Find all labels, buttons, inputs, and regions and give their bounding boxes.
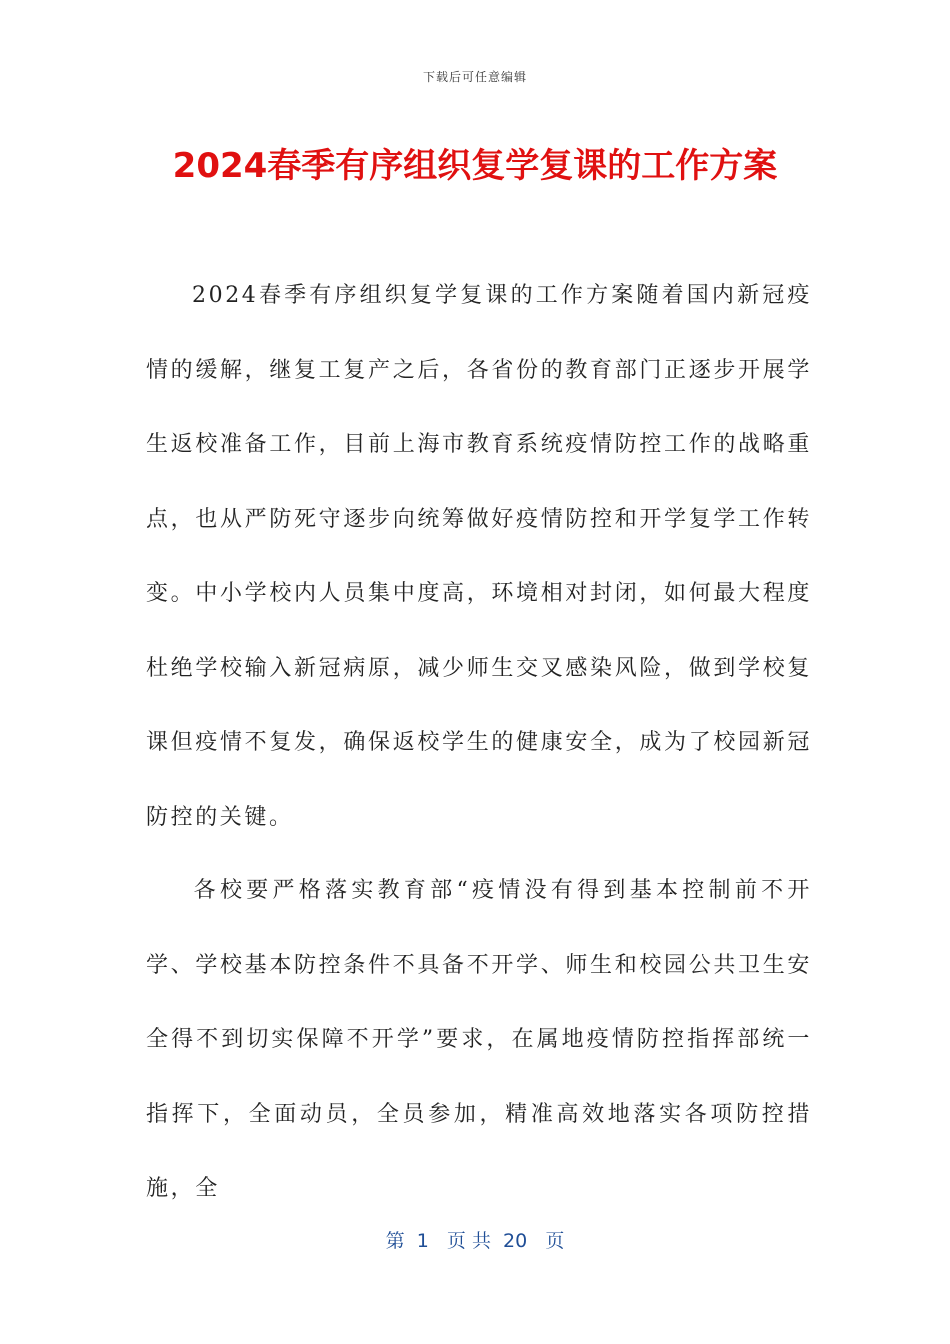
header-note: 下载后可任意编辑 [422, 70, 527, 84]
paragraph-1 [146, 259, 812, 855]
paragraph-2 [146, 854, 812, 1227]
paragraph-2-text: 各校要严格落实教育部“疫情没有得到基本控制前不开学、学校基本防控条件不具备不开学、师生和校园公共卫生安全得不到切实保障不开学”要求，在属地疫情防控指挥部统一指挥下，全面动员，全员参加，精准高效地落实各项防控措施，全 [146, 878, 812, 1201]
paragraph-1-text: 2024春季有序组织复学复课的工作方案随着国内新冠疫情的缓解，继复工复产之后，各省份的教育部门正逐步开展学生返校准备工作，目前上海市教育系统疫情防控工作的战略重点，也从严防死守逐步向统筹做好疫情防控和开学复学工作转变。中小学校内人员集中度高，环境相对封闭，如何最大程度杜绝学校输入新冠病原，减少师生交叉感染风险，做到学校复课但疫情不复发，确保返校学生的健康安全，成为了校园新冠防控的关键。 [146, 283, 812, 830]
document-title: 2024春季有序组织复学复课的工作方案 [172, 146, 778, 186]
page-number-footer: 第 1 页 共 20 页 [385, 1230, 565, 1252]
